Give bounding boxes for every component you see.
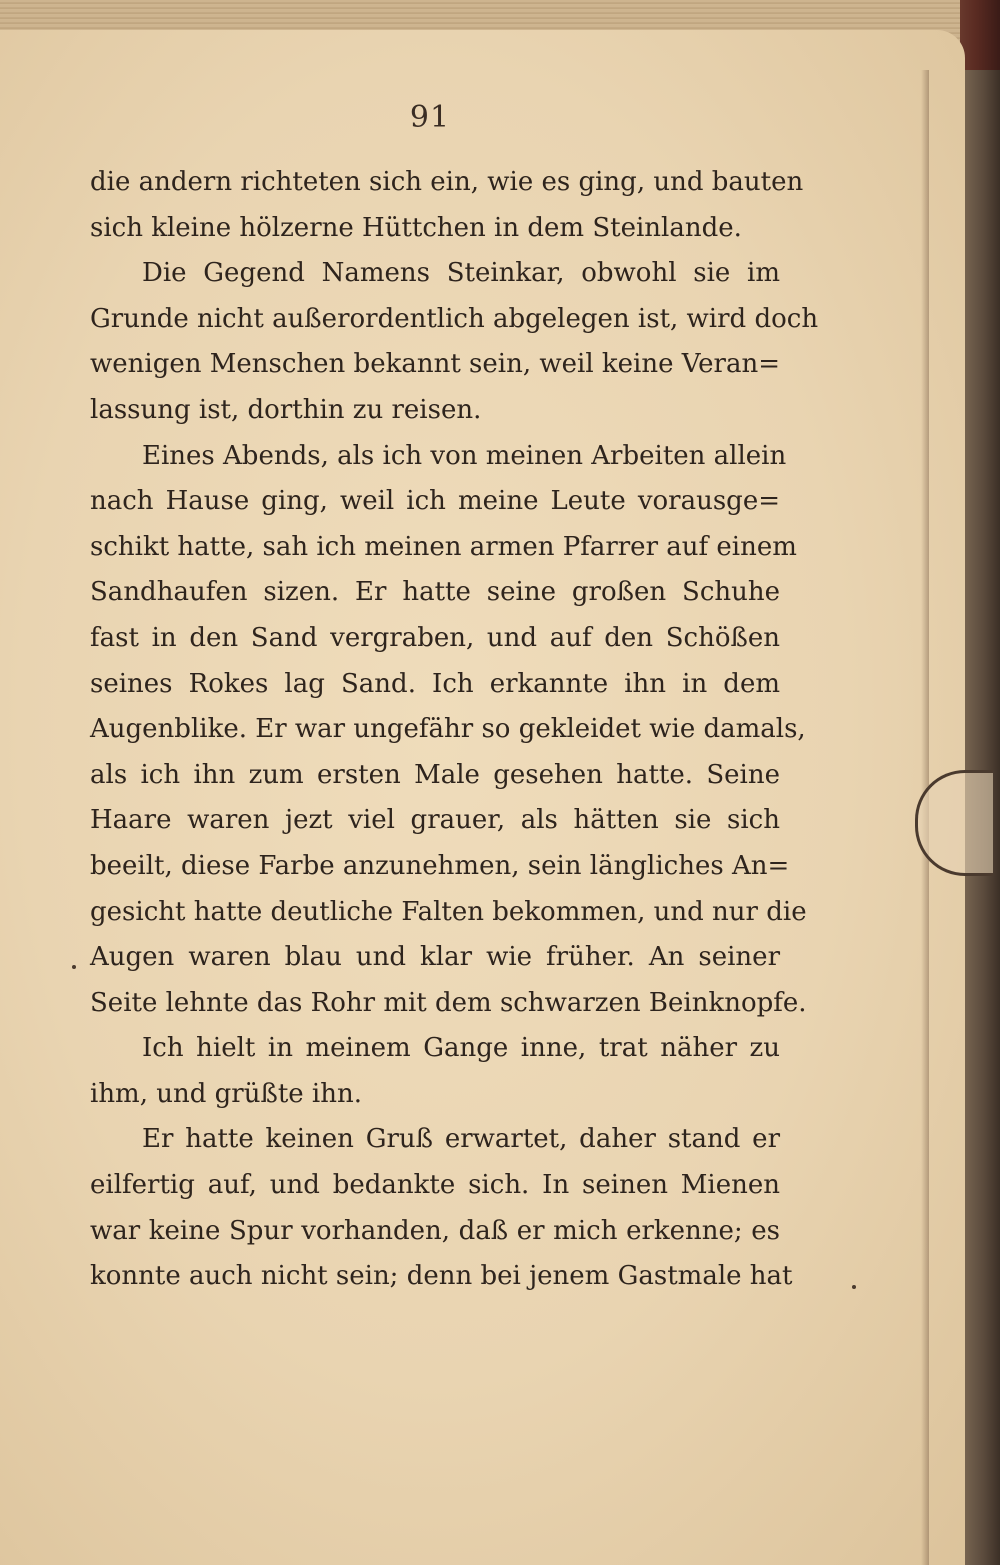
text-line: eilfertig auf, und bedankte sich. In seinen Mienen: [90, 1170, 780, 1201]
text-line: schikt hatte, sah ich meinen armen Pfarrer auf einem: [90, 531, 797, 562]
text-line: Haare waren jezt viel grauer, als hätten sie sich: [90, 805, 780, 836]
text-line: Eines Abends, als ich von meinen Arbeiten allein: [142, 440, 787, 471]
text-line: Sandhaufen sizen. Er hatte seine großen Schuhe: [90, 577, 780, 608]
text-line: wenigen Menschen bekannt sein, weil keine Veran=: [90, 349, 780, 380]
text-line: Grunde nicht außerordentlich abgelegen ist, wird doch: [90, 303, 819, 334]
text-line: lassung ist, dorthin zu reisen.: [90, 394, 482, 425]
text-line: Augenblike. Er war ungefähr so gekleidet wie damals,: [90, 714, 806, 745]
text-line: konnte auch nicht sein; denn bei jenem Gastmale hat: [90, 1261, 793, 1292]
text-line: war keine Spur vorhanden, daß er mich erkenne; es: [90, 1215, 780, 1246]
text-line: ihm, und grüßte ihn.: [90, 1078, 362, 1109]
text-line: beeilt, diese Farbe anzunehmen, sein längliches An=: [90, 850, 790, 881]
text-line: fast in den Sand vergraben, und auf den Schößen: [90, 622, 780, 653]
body-text: [90, 160, 819, 1300]
paper-speck: [852, 1285, 856, 1289]
text-line: nach Hause ging, weil ich meine Leute vorausge=: [90, 486, 780, 517]
text-line: Die Gegend Namens Steinkar, obwohl sie im: [142, 258, 780, 289]
text-line: als ich ihn zum ersten Male gesehen hatte. Seine: [90, 759, 780, 790]
paper-speck: [72, 965, 76, 969]
text-line: seines Rokes lag Sand. Ich erkannte ihn in dem: [90, 668, 780, 699]
text-line: Er hatte keinen Gruß erwartet, daher stand er: [142, 1124, 780, 1155]
text-line: Ich hielt in meinem Gange inne, trat näher zu: [142, 1033, 780, 1064]
text-line: sich kleine hölzerne Hüttchen in dem Steinlande.: [90, 212, 742, 243]
page-number: 91: [409, 100, 451, 135]
text-line: Seite lehnte das Rohr mit dem schwarzen Beinknopfe.: [90, 987, 807, 1018]
text-line: die andern richteten sich ein, wie es ging, und bauten: [90, 167, 804, 197]
text-line: gesicht hatte deutliche Falten bekommen, und nur die: [90, 896, 807, 927]
text-line: Augen waren blau und klar wie früher. An seiner: [90, 942, 780, 973]
